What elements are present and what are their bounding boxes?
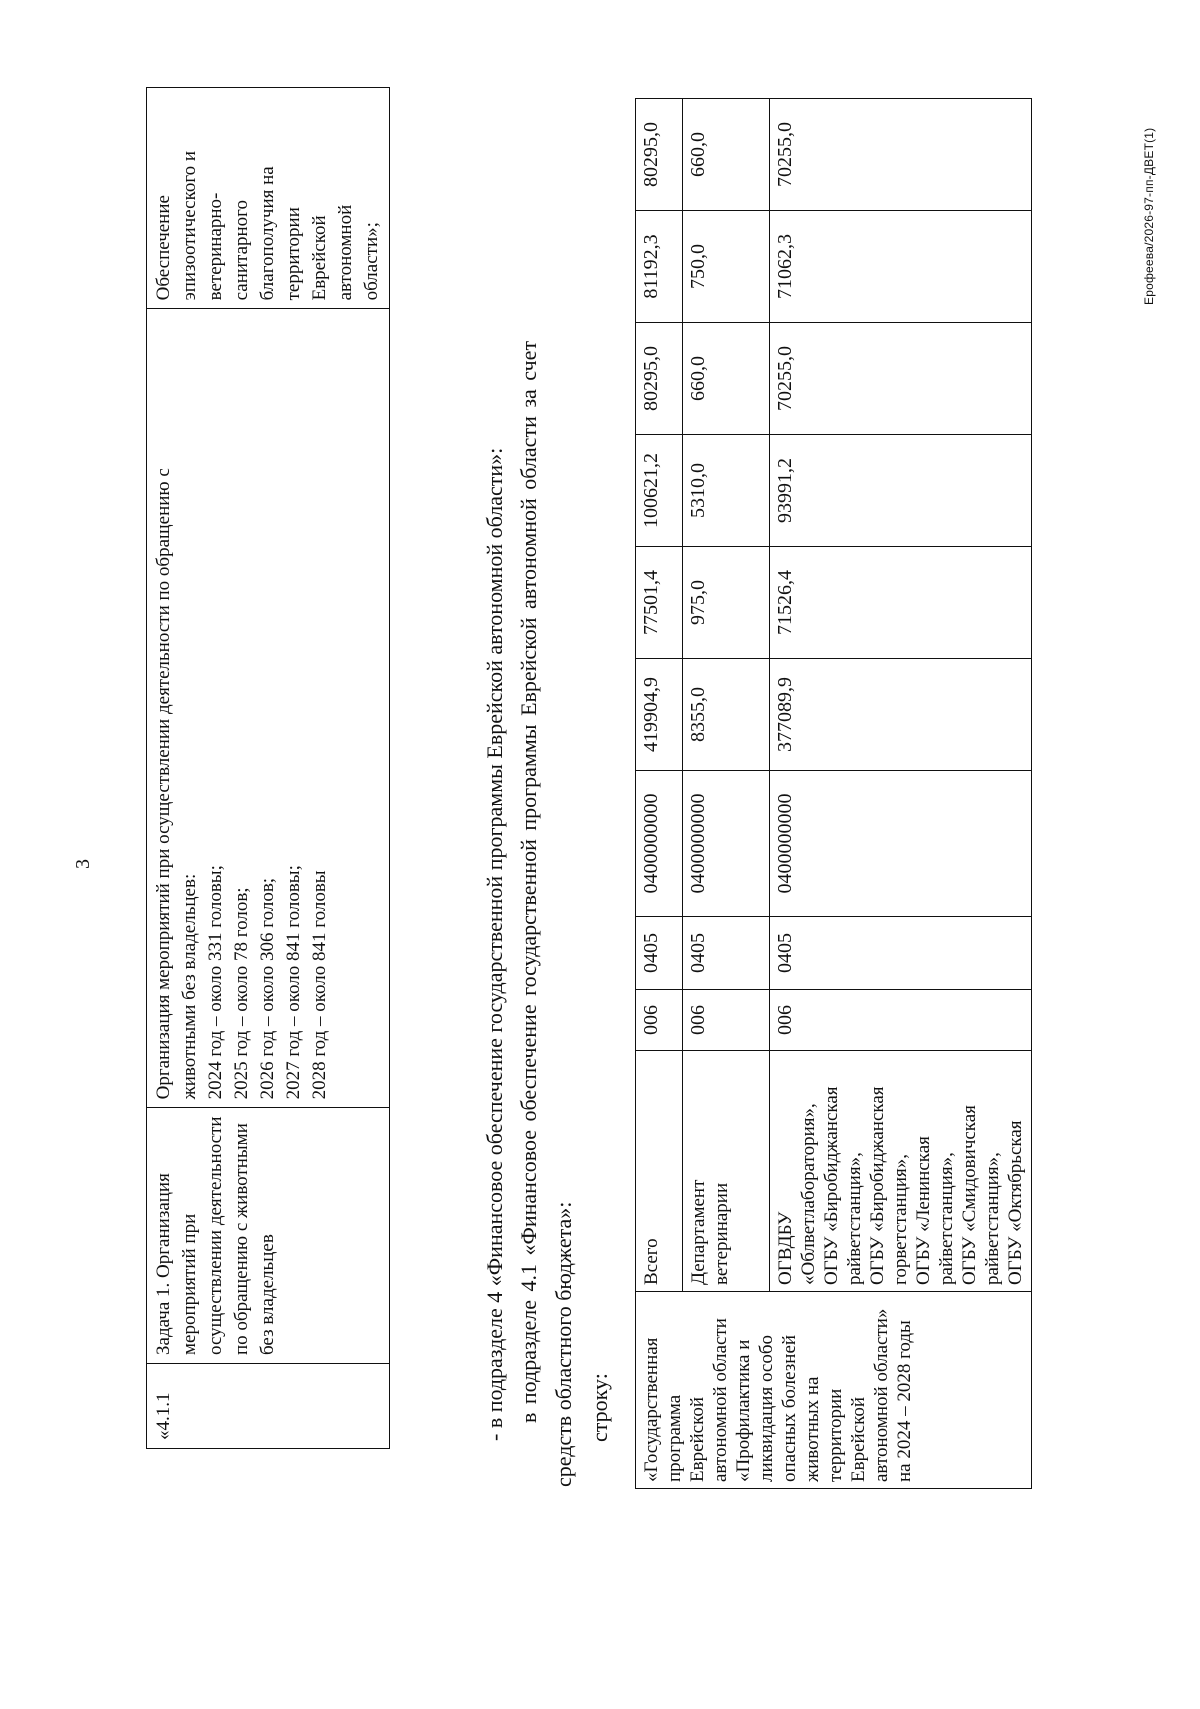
program-name-line: Еврейской bbox=[687, 1396, 708, 1482]
task-title-line: Задача 1. Организация bbox=[153, 1173, 174, 1355]
executor-line: «Облветлаборатория», bbox=[798, 1103, 819, 1285]
task-result-line: Еврейской bbox=[309, 215, 330, 301]
document-reference-code: Ерофеева/2026-97-пп-ДВЕТ(1) bbox=[1142, 127, 1156, 305]
amount-2028-cell: 80295,0 bbox=[636, 99, 683, 211]
task-result-line: ветеринарно- bbox=[205, 192, 226, 301]
amount-2025-cell: 5310,0 bbox=[683, 435, 770, 547]
task-title-line: без владельцев bbox=[257, 1234, 278, 1355]
task-result-line: Обеспечение bbox=[153, 195, 174, 301]
task-title-line: по обращению с животными bbox=[231, 1123, 252, 1355]
amount-2024-cell: 975,0 bbox=[683, 547, 770, 659]
grbs-cell: 006 bbox=[770, 990, 1032, 1051]
program-name-line: на 2024 – 2028 годы bbox=[894, 1320, 915, 1482]
task-table bbox=[146, 87, 390, 1449]
table-row bbox=[683, 99, 770, 1489]
task-description-line: 2028 год – около 841 головы bbox=[309, 870, 330, 1100]
task-description-line: 2027 год – около 841 головы; bbox=[283, 865, 304, 1100]
executor-line: ОГБУ «Ленинская bbox=[913, 1136, 934, 1285]
executor-cell bbox=[636, 1051, 683, 1292]
program-name-line: «Государственная bbox=[641, 1337, 662, 1482]
task-number: «4.1.1 bbox=[153, 1392, 174, 1440]
executor-line: райветстанция», bbox=[936, 1152, 957, 1285]
amount-2027-cell: 81192,3 bbox=[636, 211, 683, 323]
grbs-cell: 006 bbox=[683, 990, 770, 1051]
financing-table bbox=[635, 98, 1032, 1489]
amount-2025-cell: 100621,2 bbox=[636, 435, 683, 547]
amount-2024-cell: 77501,4 bbox=[636, 547, 683, 659]
program-name-line: опасных болезней bbox=[779, 1334, 800, 1482]
page-number: 3 bbox=[72, 859, 94, 869]
amount-total-cell: 8355,0 bbox=[683, 659, 770, 771]
task-description-line: 2024 год – около 331 головы; bbox=[205, 865, 226, 1100]
executor-line: ОГБУ «Октябрьская bbox=[1005, 1120, 1026, 1285]
paragraph-subsection-4: - в подразделе 4 «Финансовое обеспечение государственной программы Еврейской автономной области»: bbox=[482, 447, 507, 1441]
task-result-line: области»; bbox=[361, 222, 382, 301]
executor-line: ветеринарии bbox=[711, 1182, 732, 1285]
task-result-line: санитарного bbox=[231, 200, 252, 301]
program-name-cell bbox=[636, 1292, 1032, 1489]
task-description-line: 2025 год – около 78 голов; bbox=[231, 887, 252, 1100]
rzpr-cell: 0405 bbox=[636, 917, 683, 990]
table-row bbox=[636, 99, 683, 1489]
rzpr-cell: 0405 bbox=[683, 917, 770, 990]
executor-line: Всего bbox=[641, 1238, 662, 1285]
paragraph-row-label: строку: bbox=[587, 1373, 612, 1442]
task-description-line: 2026 год – около 306 голов; bbox=[257, 877, 278, 1100]
program-name-line: животных на bbox=[802, 1376, 823, 1482]
grbs-cell: 006 bbox=[636, 990, 683, 1051]
amount-2026-cell: 80295,0 bbox=[636, 323, 683, 435]
task-result-line: автономной bbox=[335, 204, 356, 301]
paragraph-budget-source: средств областного бюджета»: bbox=[551, 1201, 576, 1487]
program-name-line: территории bbox=[825, 1388, 846, 1482]
program-name-line: автономной области bbox=[710, 1318, 731, 1482]
program-name-line: «Профилактика и bbox=[733, 1339, 754, 1482]
executor-line: ОГБУ «Биробиджанская bbox=[821, 1086, 842, 1285]
amount-2026-cell: 70255,0 bbox=[770, 323, 1032, 435]
amount-2028-cell: 70255,0 bbox=[770, 99, 1032, 211]
paragraph-subsection-4-1: в подразделе 4.1 «Финансовое обеспечение государственной программы Еврейской автономной области за счет bbox=[516, 340, 541, 1423]
executor-line: горветстанция», bbox=[890, 1153, 911, 1285]
task-title-line: мероприятий при bbox=[179, 1213, 200, 1355]
csr-cell: 0400000000 bbox=[636, 771, 683, 917]
program-name-line: автономной области» bbox=[871, 1308, 892, 1482]
task-title-line: осуществлении деятельности bbox=[205, 1116, 226, 1355]
rzpr-cell: 0405 bbox=[770, 917, 1032, 990]
task-result-line: территории bbox=[283, 207, 304, 301]
program-name-line: Еврейской bbox=[848, 1396, 869, 1482]
executor-line: ОГБУ «Смидовичская bbox=[959, 1105, 980, 1285]
task-description-cell bbox=[147, 309, 390, 1108]
task-result-line: благополучия на bbox=[257, 166, 278, 301]
executor-line: ОГВДБУ bbox=[775, 1211, 796, 1285]
task-result-line: эпизоотического и bbox=[179, 150, 200, 301]
executor-cell bbox=[770, 1051, 1032, 1292]
executor-line: ОГБУ «Биробиджанская bbox=[867, 1086, 888, 1285]
task-title-cell bbox=[147, 1108, 390, 1364]
csr-cell: 0400000000 bbox=[770, 771, 1032, 917]
executor-line: райветстанция», bbox=[844, 1152, 865, 1285]
table-row bbox=[770, 99, 1032, 1489]
amount-total-cell: 419904,9 bbox=[636, 659, 683, 771]
amount-2025-cell: 93991,2 bbox=[770, 435, 1032, 547]
task-description-line: животными без владельцев: bbox=[179, 873, 200, 1100]
task-result-cell bbox=[147, 88, 390, 309]
amount-2024-cell: 71526,4 bbox=[770, 547, 1032, 659]
amount-2028-cell: 660,0 bbox=[683, 99, 770, 211]
program-name-line: программа bbox=[664, 1394, 685, 1482]
executor-cell bbox=[683, 1051, 770, 1292]
task-description-line: Организация мероприятий при осуществлении деятельности по обращению с bbox=[153, 468, 174, 1100]
executor-line: Департамент bbox=[688, 1179, 709, 1285]
executor-line: райветстанция», bbox=[982, 1152, 1003, 1285]
amount-2027-cell: 71062,3 bbox=[770, 211, 1032, 323]
amount-2027-cell: 750,0 bbox=[683, 211, 770, 323]
task-number-cell bbox=[147, 1364, 390, 1449]
table-row bbox=[147, 88, 390, 1449]
csr-cell: 0400000000 bbox=[683, 771, 770, 917]
amount-total-cell: 377089,9 bbox=[770, 659, 1032, 771]
amount-2026-cell: 660,0 bbox=[683, 323, 770, 435]
program-name-line: ликвидация особо bbox=[756, 1334, 777, 1482]
